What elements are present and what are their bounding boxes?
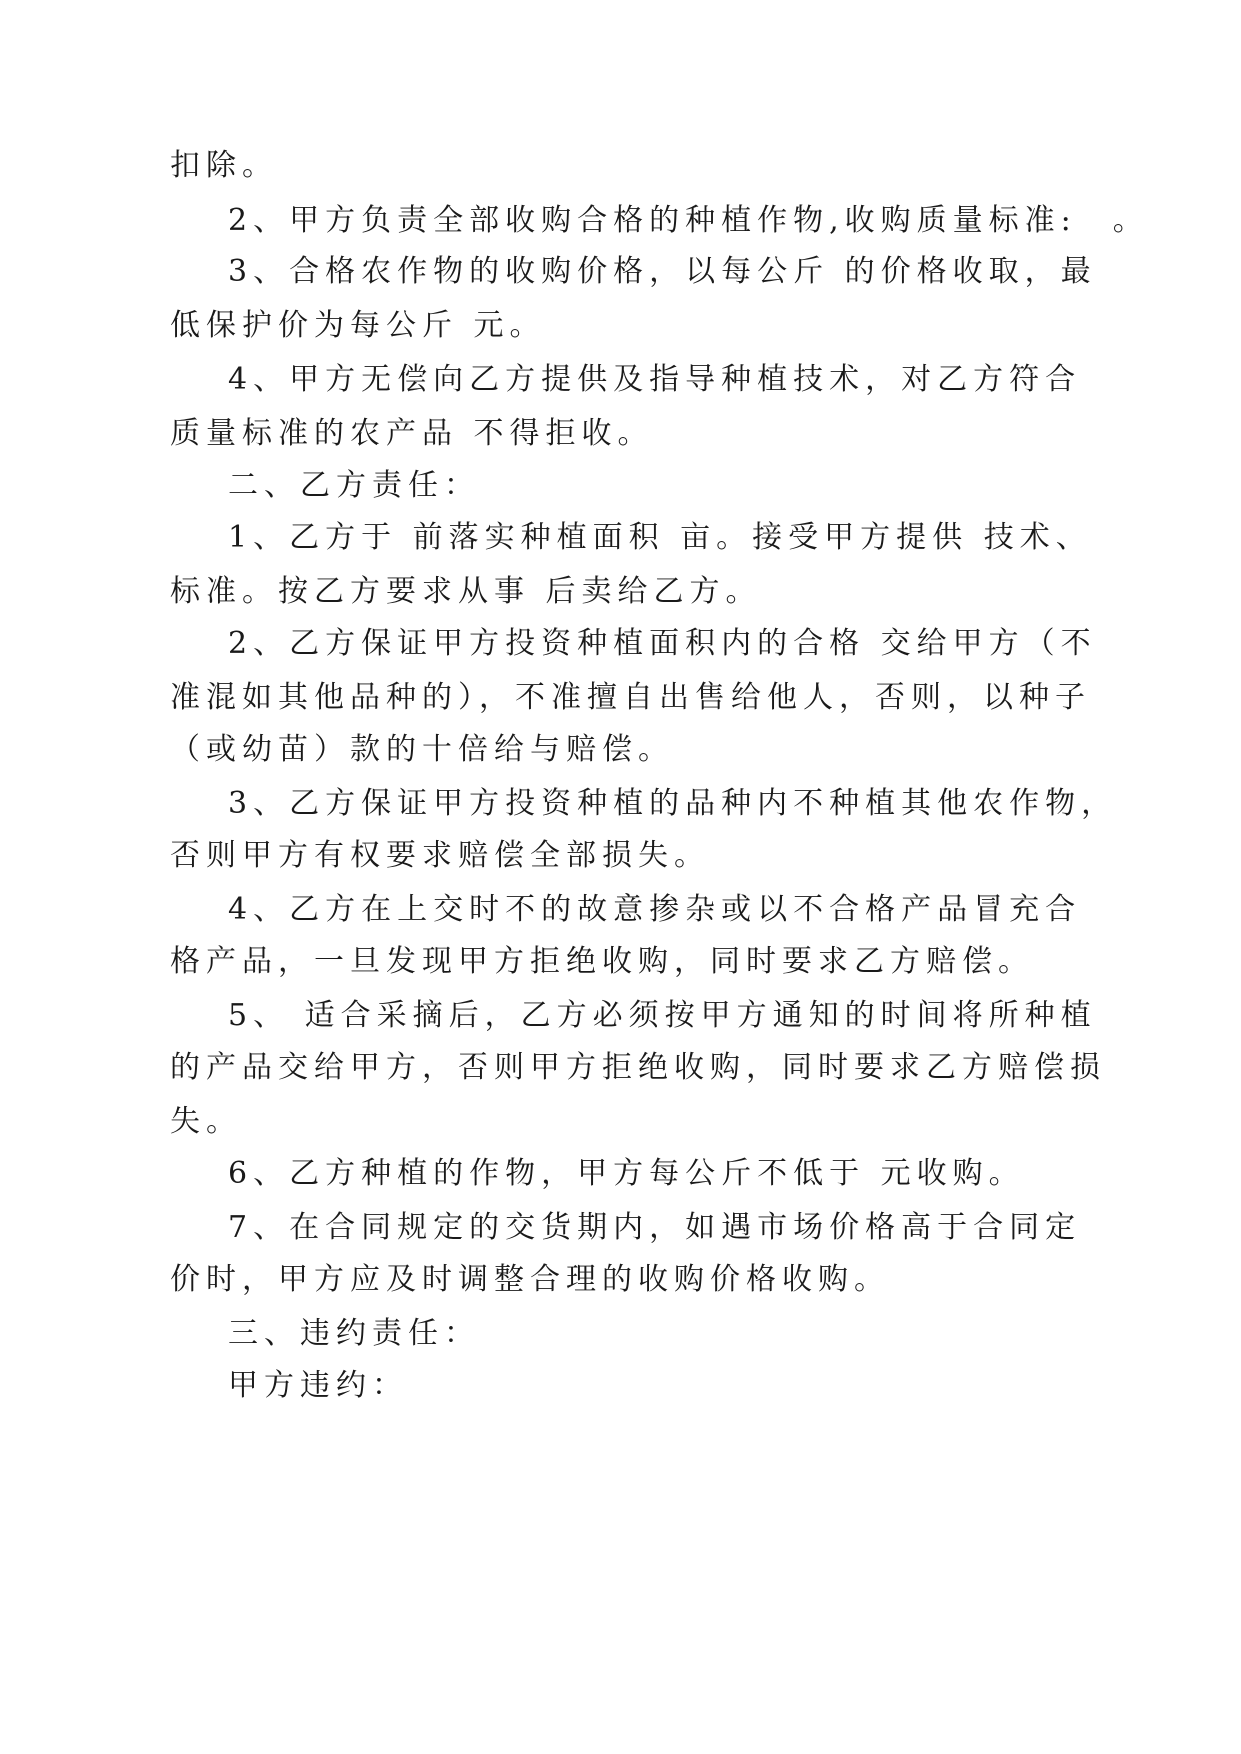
text-line: 4、乙方在上交时不的故意掺杂或以不合格产品冒充合	[228, 892, 1082, 927]
text-line: 失。	[170, 1104, 242, 1139]
section-heading: 三、违约责任：	[228, 1316, 480, 1351]
text-line: 否则甲方有权要求赔偿全部损失。	[170, 838, 710, 873]
text-line: 7、在合同规定的交货期内，如遇市场价格高于合同定	[228, 1210, 1082, 1245]
text-line: 准混如其他品种的），不准擅自出售给他人，否则，以种子	[170, 680, 1091, 715]
text-line: 的产品交给甲方，否则甲方拒绝收购，同时要求乙方赔偿损	[170, 1050, 1106, 1085]
text-line: 标准。按乙方要求从事 后卖给乙方。	[170, 574, 762, 609]
text-line: 质量标准的农产品 不得拒收。	[170, 416, 654, 451]
text-line: 3、合格农作物的收购价格，以每公斤 的价格收取，最	[228, 254, 1097, 289]
text-line: 低保护价为每公斤 元。	[170, 308, 546, 343]
section-heading: 二、乙方责任：	[228, 468, 480, 503]
text-line: 6、乙方种植的作物，甲方每公斤不低于 元收购。	[228, 1156, 1025, 1191]
text-line: （或幼苗）款的十倍给与赔偿。	[170, 732, 674, 767]
text-line: 4、甲方无偿向乙方提供及指导种植技术，对乙方符合	[228, 362, 1082, 397]
text-line: 1、乙方于 前落实种植面积 亩。接受甲方提供 技术、	[228, 520, 1092, 555]
text-line: 2、甲方负责全部收购合格的种植作物,收购质量标准: 。	[228, 203, 1149, 238]
text-line: 5、 适合采摘后，乙方必须按甲方通知的时间将所种植	[228, 998, 1097, 1033]
text-line: 3、乙方保证甲方投资种植的品种内不种植其他农作物，	[228, 786, 1118, 821]
text-line: 2、乙方保证甲方投资种植面积内的合格 交给甲方（不	[228, 626, 1097, 661]
text-line: 甲方违约：	[228, 1368, 408, 1403]
text-line: 价时，甲方应及时调整合理的收购价格收购。	[170, 1262, 890, 1297]
text-line: 格产品，一旦发现甲方拒绝收购，同时要求乙方赔偿。	[170, 944, 1034, 979]
text-line: 扣除。	[170, 148, 278, 183]
